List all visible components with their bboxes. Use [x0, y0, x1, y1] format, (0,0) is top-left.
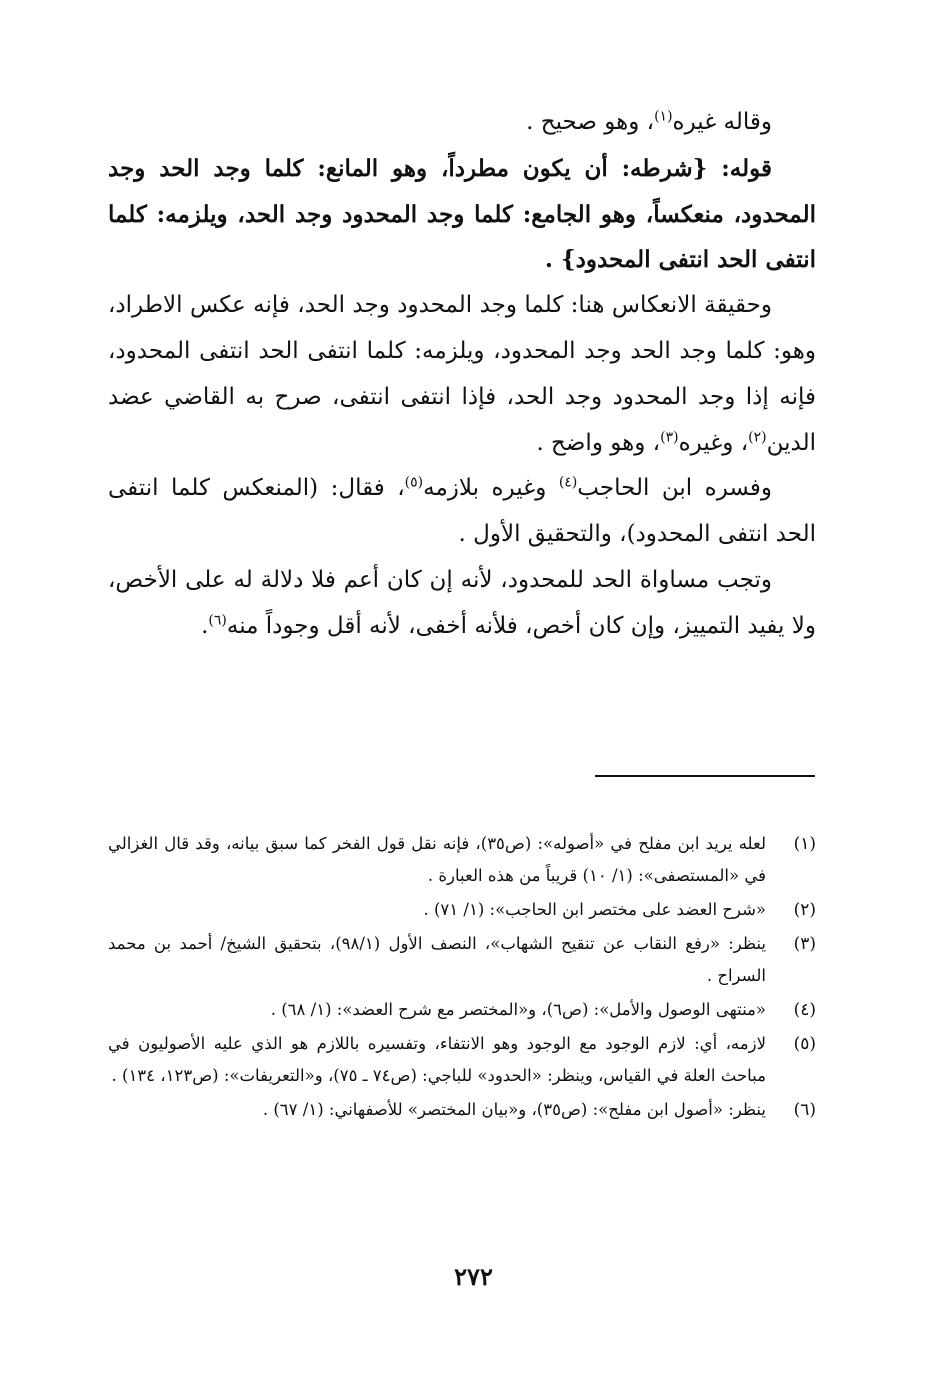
footnote-4 — [108, 994, 816, 1026]
paragraph-4 — [108, 466, 816, 558]
main-text — [108, 100, 816, 650]
text-run: . — [201, 612, 209, 639]
footnote-number: (١) — [793, 834, 816, 854]
footnote-ref-3[interactable]: (٣) — [660, 428, 679, 445]
footnote-ref-2[interactable]: (٢) — [748, 428, 767, 445]
footnote-text: ينظر: «أصول ابن مفلح»: (ص٣٥)، و«بيان المختصر» للأصفهاني: (١/ ٦٧) . — [262, 1100, 766, 1119]
footnote-separator — [595, 775, 815, 777]
footnote-text: «شرح العضد على مختصر ابن الحاجب»: (١/ ٧١) . — [423, 900, 766, 919]
text-run: وحقيقة الانعكاس هنا: كلما وجد المحدود وجد الحد، فإنه عكس الاطراد، وهو: كلما وجد الحد وجد المحدود، ويلزمه: كلما انتفى الحد انتفى المحدود، فإنه إذا وجد المحدود وجد الحد، فإذا انتفى انتفى، صرح به القاضي عضد الدين — [108, 292, 816, 456]
footnote-6 — [108, 1094, 816, 1126]
footnote-text: ينظر: «رفع النقاب عن تنقيح الشهاب»، النصف الأول (٩٨/١)، بتحقيق الشيخ/ أحمد بن محمد السراح . — [108, 934, 766, 985]
page-number: ٢٧٢ — [454, 1262, 493, 1291]
footnote-2 — [108, 894, 816, 926]
footnote-3 — [108, 928, 816, 992]
text-run: وتجب مساواة الحد للمحدود، لأنه إن كان أعم فلا دلالة له على الأخص، ولا يفيد التمييز، وإن كان أخص، فلأنه أخفى، لأنه أقل وجوداً منه — [108, 566, 816, 639]
footnotes — [108, 828, 816, 1128]
paragraph-2-quote: قوله: {شرطه: أن يكون مطرداً، وهو المانع: كلما وجد الحد وجد المحدود، منعكساً، وهو الجامع: كلما وجد المحدود وجد الحد، ويلزمه: كلما انتفى الحد انتفى المحدود} . — [108, 154, 816, 274]
footnote-1 — [108, 828, 816, 892]
footnote-number: (٥) — [793, 1034, 816, 1054]
footnote-number: (٢) — [793, 900, 816, 920]
footnote-ref-5[interactable]: (٥) — [404, 474, 424, 491]
text-run: وقاله غيره — [672, 109, 772, 135]
footnote-ref-1[interactable]: (١) — [654, 108, 673, 125]
footnote-number: (٣) — [793, 934, 816, 954]
footnote-5 — [108, 1028, 816, 1092]
text-run: ، وهو واضح . — [536, 429, 661, 456]
paragraph-5 — [108, 558, 816, 650]
footnote-ref-6[interactable]: (٦) — [208, 612, 227, 629]
text-run: ، فقال: (المنعكس كلما انتفى الحد انتفى المحدود)، والتحقيق الأول . — [108, 475, 816, 548]
footnote-text: لعله يريد ابن مفلح في «أصوله»: (ص٣٥)، فإنه نقل قول الفخر كما سبق بيانه، وقد قال الغزالي في «المستصفى»: (١/ ١٠) قريباً من هذه العبارة . — [108, 834, 766, 885]
text-run: ، وهو صحيح . — [526, 109, 655, 135]
text-run: ، وغيره — [678, 429, 749, 456]
footnote-text: لازمه، أي: لازم الوجود مع الوجود وهو الانتفاء، وتفسيره باللازم هو الذي عليه الأصوليون في مباحث العلة في القياس، وينظر: «الحدود» للباجي: (ص٧٤ ـ ٧٥)، و«التعريفات»: (ص١٢٣، ١٣٤) . — [108, 1034, 766, 1085]
text-run: وفسره ابن الحاجب — [577, 475, 773, 502]
footnote-number: (٤) — [793, 1000, 816, 1020]
footnote-number: (٦) — [793, 1100, 816, 1120]
paragraph-1 — [108, 100, 816, 146]
text-run: وغيره بلازمه — [423, 475, 559, 502]
footnote-ref-4[interactable]: (٤) — [558, 474, 578, 491]
paragraph-3 — [108, 283, 816, 466]
footnote-text: «منتهى الوصول والأمل»: (ص٦)، و«المختصر مع شرح العضد»: (١/ ٦٨) . — [270, 1000, 766, 1019]
